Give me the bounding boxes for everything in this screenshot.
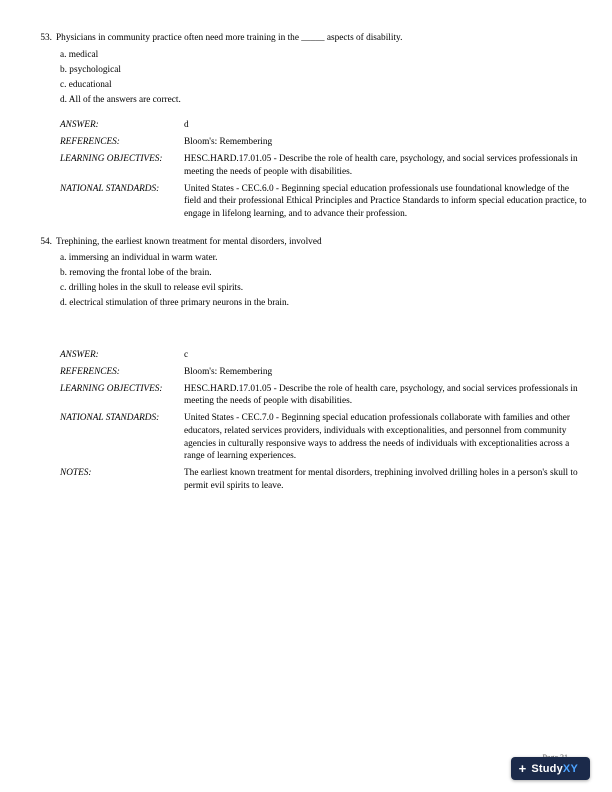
- metadata-row: [60, 364, 588, 381]
- metadata-label: REFERENCES:: [60, 137, 120, 148]
- metadata-label: NATIONAL STANDARDS:: [60, 413, 160, 424]
- watermark-name: StudyXY: [531, 762, 578, 775]
- metadata-value: d: [184, 120, 189, 131]
- metadata-label: NATIONAL STANDARDS:: [60, 183, 160, 194]
- metadata-label: LEARNING OBJECTIVES:: [60, 154, 163, 165]
- metadata-row: [60, 135, 588, 152]
- plus-icon: +: [518, 761, 527, 776]
- question-stem: [36, 32, 568, 45]
- question-block: [36, 236, 578, 496]
- layout-spacer: [36, 311, 568, 347]
- question-text: Physicians in community practice often need more training in the _____ aspects of disability.: [56, 33, 403, 43]
- metadata-label: ANSWER:: [60, 349, 99, 360]
- choice-item: a. immersing an individual in warm water.: [60, 253, 218, 264]
- metadata-value: United States - CEC.6.0 - Beginning special education professionals use foundational knowledge of the field and their professional Ethical Principles and Practice Standards to inform special education practice, to engage in lifelong learning, and to advance their profession.: [184, 183, 587, 220]
- metadata-value: Bloom's: Remembering: [184, 366, 273, 377]
- question-metadata-table: [60, 118, 588, 224]
- studyxy-watermark[interactable]: [511, 757, 590, 780]
- question-stem: [36, 236, 568, 249]
- metadata-label: LEARNING OBJECTIVES:: [60, 383, 163, 394]
- metadata-value: c: [184, 349, 189, 360]
- metadata-value: HESC.HARD.17.01.05 - Describe the role of health care, psychology, and social services professionals in meeting the needs of people with disabilities.: [184, 383, 578, 407]
- metadata-row: [60, 118, 588, 135]
- choice-item: d. All of the answers are correct.: [60, 94, 181, 105]
- choice-item: a. medical: [60, 49, 99, 60]
- metadata-label: REFERENCES:: [60, 366, 120, 377]
- choice-item: b. psychological: [60, 64, 121, 75]
- metadata-row: [60, 152, 588, 182]
- question-block: [36, 32, 587, 224]
- choice-list: [36, 48, 568, 108]
- question-number: 54.: [40, 236, 52, 247]
- question-number: 53.: [40, 33, 52, 43]
- metadata-value: HESC.HARD.17.01.05 - Describe the role of health care, psychology, and social services professionals in meeting the needs of people with disabilities.: [184, 154, 578, 177]
- metadata-label: ANSWER:: [60, 120, 99, 131]
- metadata-row: [60, 466, 588, 496]
- question-metadata-table: [60, 347, 588, 495]
- choice-list: [36, 251, 568, 311]
- choice-item: d. electrical stimulation of three primary neurons in the brain.: [60, 298, 289, 309]
- metadata-label: NOTES:: [60, 468, 92, 479]
- metadata-row: [60, 181, 588, 223]
- choice-item: c. educational: [60, 79, 112, 90]
- question-text: Trephining, the earliest known treatment for mental disorders, involved: [56, 236, 322, 247]
- metadata-row: [60, 411, 588, 466]
- metadata-value: Bloom's: Remembering: [184, 137, 273, 148]
- metadata-value: United States - CEC.7.0 - Beginning special education professionals collaborate with families and other educators, related services providers, individuals with exceptionalities, and personnel from community agencies in culturally responsive ways to address the needs of individuals with exceptionalities across a range of learning experiences.: [184, 413, 570, 462]
- choice-item: b. removing the frontal lobe of the brain.: [60, 268, 212, 279]
- metadata-row: [60, 347, 588, 364]
- choice-item: c. drilling holes in the skull to release evil spirits.: [60, 283, 244, 294]
- metadata-value: The earliest known treatment for mental disorders, trephining involved drilling holes in a person's skull to permit evil spirits to leave.: [184, 468, 578, 491]
- metadata-row: [60, 381, 588, 411]
